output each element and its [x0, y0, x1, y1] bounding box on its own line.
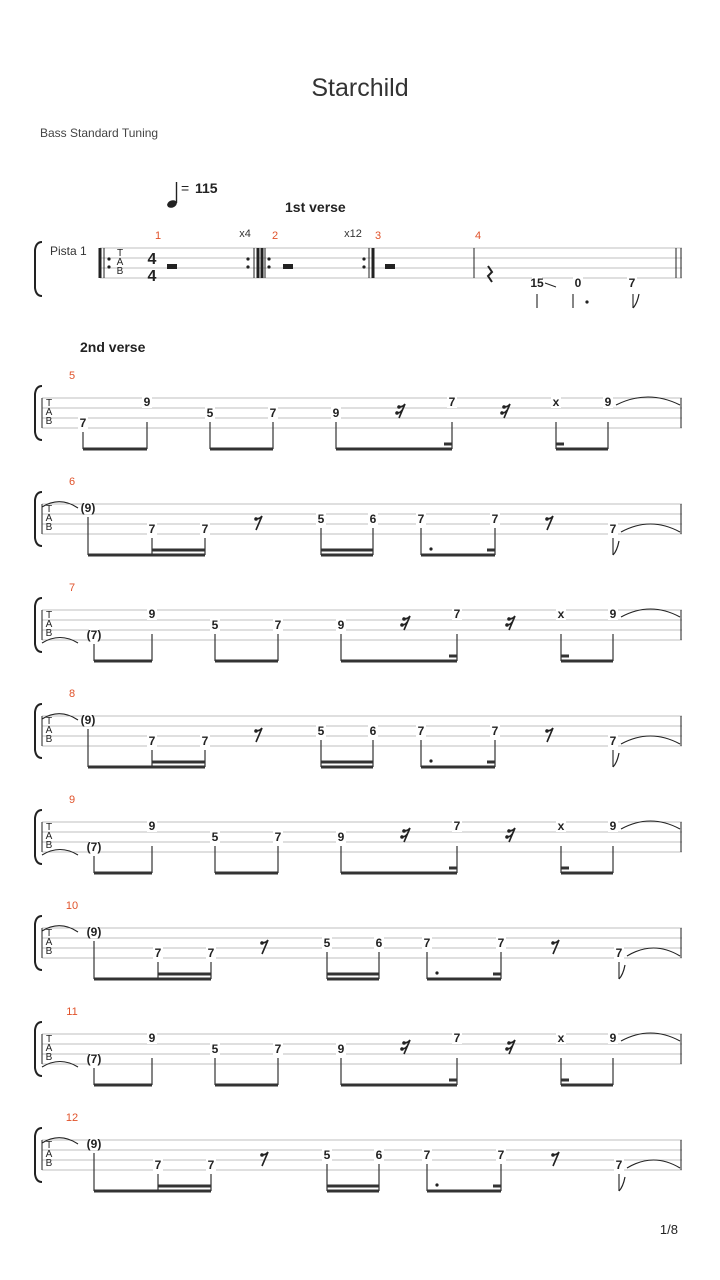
fret-number: 7 [497, 936, 505, 950]
rest-dot [545, 729, 549, 733]
tab-letter: T [45, 1034, 53, 1045]
system-bar-5 [35, 370, 682, 449]
rest-dot [507, 617, 511, 621]
bar-number: 2 [271, 230, 279, 242]
rest-dot [505, 1047, 509, 1051]
fret-number: (9) [86, 925, 102, 939]
fret-number: x [552, 395, 560, 409]
fret-number: 9 [337, 1042, 345, 1056]
rest-dot [395, 411, 399, 415]
fret-number: 7 [453, 607, 461, 621]
fret-number: 7 [615, 1158, 623, 1172]
fret-number: 7 [207, 946, 215, 960]
bar-number: 6 [68, 476, 76, 488]
dot [429, 547, 432, 550]
rest-dot [402, 617, 406, 621]
tab-letter: A [116, 257, 124, 268]
repeat-dot [267, 265, 270, 268]
rest-dot [400, 835, 404, 839]
tab-letter: B [45, 522, 53, 533]
fret-number: 7 [491, 724, 499, 738]
bar-number: 11 [66, 1006, 78, 1018]
fret-number: 5 [317, 512, 325, 526]
rest-dot [402, 829, 406, 833]
system-bar-6 [35, 476, 682, 555]
fret-number: 7 [274, 1042, 282, 1056]
system-bar-9 [35, 794, 682, 873]
system-bar-12 [35, 1112, 682, 1191]
system-bar-8 [35, 688, 682, 767]
fret-number: 9 [337, 830, 345, 844]
fret-number: 9 [604, 395, 612, 409]
fret-number: 7 [269, 406, 277, 420]
tie-arc [621, 524, 680, 532]
bar-number: 7 [68, 582, 76, 594]
repeat-dot [267, 257, 270, 260]
repeat-count: x12 [344, 228, 362, 240]
slide-line [545, 283, 556, 287]
tab-letter: T [45, 1140, 53, 1151]
rest-dot [254, 517, 258, 521]
fret-number: 6 [369, 724, 377, 738]
repeat-dot [362, 257, 365, 260]
fret-number: 9 [609, 1031, 617, 1045]
dot [435, 971, 438, 974]
fret-number: 7 [609, 734, 617, 748]
rest-dot [400, 623, 404, 627]
tab-letter: A [45, 725, 53, 736]
system-bracket [35, 1128, 42, 1182]
fret-number: 9 [609, 819, 617, 833]
fret-number: 5 [206, 406, 214, 420]
system-bracket [35, 242, 42, 296]
tab-letter: B [45, 628, 53, 639]
tab-letter: T [45, 928, 53, 939]
fret-number: 7 [609, 522, 617, 536]
repeat-dot [246, 257, 249, 260]
rest-dot [260, 1153, 264, 1157]
system-bracket [35, 810, 42, 864]
rest-dot [254, 729, 258, 733]
fret-number: 6 [375, 936, 383, 950]
tab-letter: B [45, 946, 53, 957]
fret-number: 0 [574, 276, 582, 290]
tab-letter: A [45, 1149, 53, 1160]
tie-arc [621, 736, 680, 744]
fret-number: 9 [332, 406, 340, 420]
fret-number: 7 [497, 1148, 505, 1162]
tab-letter: B [45, 1052, 53, 1063]
whole-rest [283, 264, 293, 269]
time-sig-top: 4 [147, 251, 157, 268]
whole-rest [385, 264, 395, 269]
bar-number: 10 [65, 900, 79, 912]
fret-number: 7 [148, 522, 156, 536]
bar-number: 5 [68, 370, 76, 382]
tie-arc [627, 948, 680, 956]
dot [435, 1183, 438, 1186]
repeat-count: x4 [239, 228, 251, 240]
system-1 [35, 228, 682, 308]
repeat-dot [362, 265, 365, 268]
fret-number: 9 [143, 395, 151, 409]
note-flag [613, 753, 619, 767]
note-flag [613, 541, 619, 555]
fret-number: 7 [79, 416, 87, 430]
tab-letter: A [45, 619, 53, 630]
repeat-dot [107, 265, 110, 268]
time-sig-bottom: 4 [147, 268, 157, 285]
fret-number: (7) [86, 1052, 102, 1066]
fret-number: x [557, 607, 565, 621]
bar-number: 3 [374, 230, 382, 242]
song-title: Starchild [311, 74, 409, 102]
fret-number: 7 [154, 1158, 162, 1172]
fret-number: 6 [369, 512, 377, 526]
fret-number: 9 [148, 1031, 156, 1045]
note-flag [619, 965, 625, 979]
section-2nd-verse: 2nd verse [80, 339, 146, 355]
fret-number: 7 [448, 395, 456, 409]
tuning-label: Bass Standard Tuning [40, 126, 159, 140]
fret-number: (7) [86, 840, 102, 854]
tab-letter: B [45, 1158, 53, 1169]
tie-arc [627, 1160, 680, 1168]
bar-number: 1 [154, 230, 162, 242]
fret-number: 7 [417, 512, 425, 526]
page-number: 1/8 [659, 1222, 678, 1237]
tempo-equals: = [181, 180, 190, 196]
tab-letter: A [45, 937, 53, 948]
fret-number: 5 [211, 618, 219, 632]
whole-rest [167, 264, 177, 269]
rest-dot [402, 1041, 406, 1045]
note-flag [633, 294, 639, 308]
fret-number: (9) [80, 501, 96, 515]
tempo-marking [166, 180, 218, 209]
fret-number: 5 [211, 1042, 219, 1056]
tab-systems [35, 228, 682, 1191]
fret-number: 7 [154, 946, 162, 960]
system-bracket [35, 598, 42, 652]
fret-number: 5 [323, 936, 331, 950]
fret-number: 7 [274, 830, 282, 844]
rest-dot [505, 623, 509, 627]
bar-number: 8 [68, 688, 76, 700]
rest-dot [507, 1041, 511, 1045]
fret-number: 9 [337, 618, 345, 632]
system-bar-10 [35, 900, 682, 979]
fret-number: 6 [375, 1148, 383, 1162]
tab-letter: B [45, 734, 53, 745]
rest-dot [545, 517, 549, 521]
tab-letter: A [45, 513, 53, 524]
rest-dot [551, 1153, 555, 1157]
fret-number: 5 [317, 724, 325, 738]
dot [585, 300, 588, 303]
fret-number: x [557, 1031, 565, 1045]
fret-number: 9 [148, 607, 156, 621]
system-bar-11 [35, 1006, 682, 1085]
fret-number: 7 [201, 734, 209, 748]
fret-number: 7 [274, 618, 282, 632]
system-bar-7 [35, 582, 682, 661]
fret-number: 15 [530, 276, 544, 290]
tab-letter: T [116, 248, 124, 259]
fret-number: 7 [628, 276, 636, 290]
system-bracket [35, 1022, 42, 1076]
tab-letter: T [45, 716, 53, 727]
rest-dot [507, 829, 511, 833]
bar-number: 4 [474, 230, 482, 242]
rest-dot [502, 405, 506, 409]
tempo-bpm: 115 [195, 180, 218, 196]
tab-letter: B [45, 416, 53, 427]
fret-number: 7 [491, 512, 499, 526]
fret-number: 5 [323, 1148, 331, 1162]
bar-number: 12 [65, 1112, 79, 1124]
fret-number: 9 [609, 607, 617, 621]
fret-number: (9) [80, 713, 96, 727]
tab-letter: B [116, 266, 124, 277]
tab-letter: T [45, 398, 53, 409]
tab-letter: A [45, 831, 53, 842]
rest-dot [551, 941, 555, 945]
fret-number: 7 [423, 1148, 431, 1162]
system-bracket [35, 386, 42, 440]
tab-letter: T [45, 610, 53, 621]
fret-number: 5 [211, 830, 219, 844]
fret-number: 9 [148, 819, 156, 833]
rest-dot [260, 941, 264, 945]
repeat-dot [107, 257, 110, 260]
dot [429, 759, 432, 762]
fret-number: 7 [423, 936, 431, 950]
tab-letter: A [45, 1043, 53, 1054]
rest-dot [397, 405, 401, 409]
section-1st-verse: 1st verse [285, 199, 346, 215]
repeat-dot [246, 265, 249, 268]
fret-number: 7 [615, 946, 623, 960]
tab-letter: T [45, 504, 53, 515]
tab-letter: A [45, 407, 53, 418]
system-bracket [35, 492, 42, 546]
system-bracket [35, 704, 42, 758]
tab-letter: B [45, 840, 53, 851]
note-flag [619, 1177, 625, 1191]
tab-letter: T [45, 822, 53, 833]
bar-number: 9 [68, 794, 76, 806]
fret-number: (7) [86, 628, 102, 642]
rest-dot [505, 835, 509, 839]
fret-number: (9) [86, 1137, 102, 1151]
fret-number: 7 [453, 819, 461, 833]
rest-dot [500, 411, 504, 415]
track-name: Pista 1 [50, 244, 87, 258]
fret-number: 7 [201, 522, 209, 536]
rest-dot [400, 1047, 404, 1051]
fret-number: 7 [207, 1158, 215, 1172]
fret-number: 7 [453, 1031, 461, 1045]
fret-number: 7 [148, 734, 156, 748]
fret-number: x [557, 819, 565, 833]
fret-number: 7 [417, 724, 425, 738]
system-bracket [35, 916, 42, 970]
